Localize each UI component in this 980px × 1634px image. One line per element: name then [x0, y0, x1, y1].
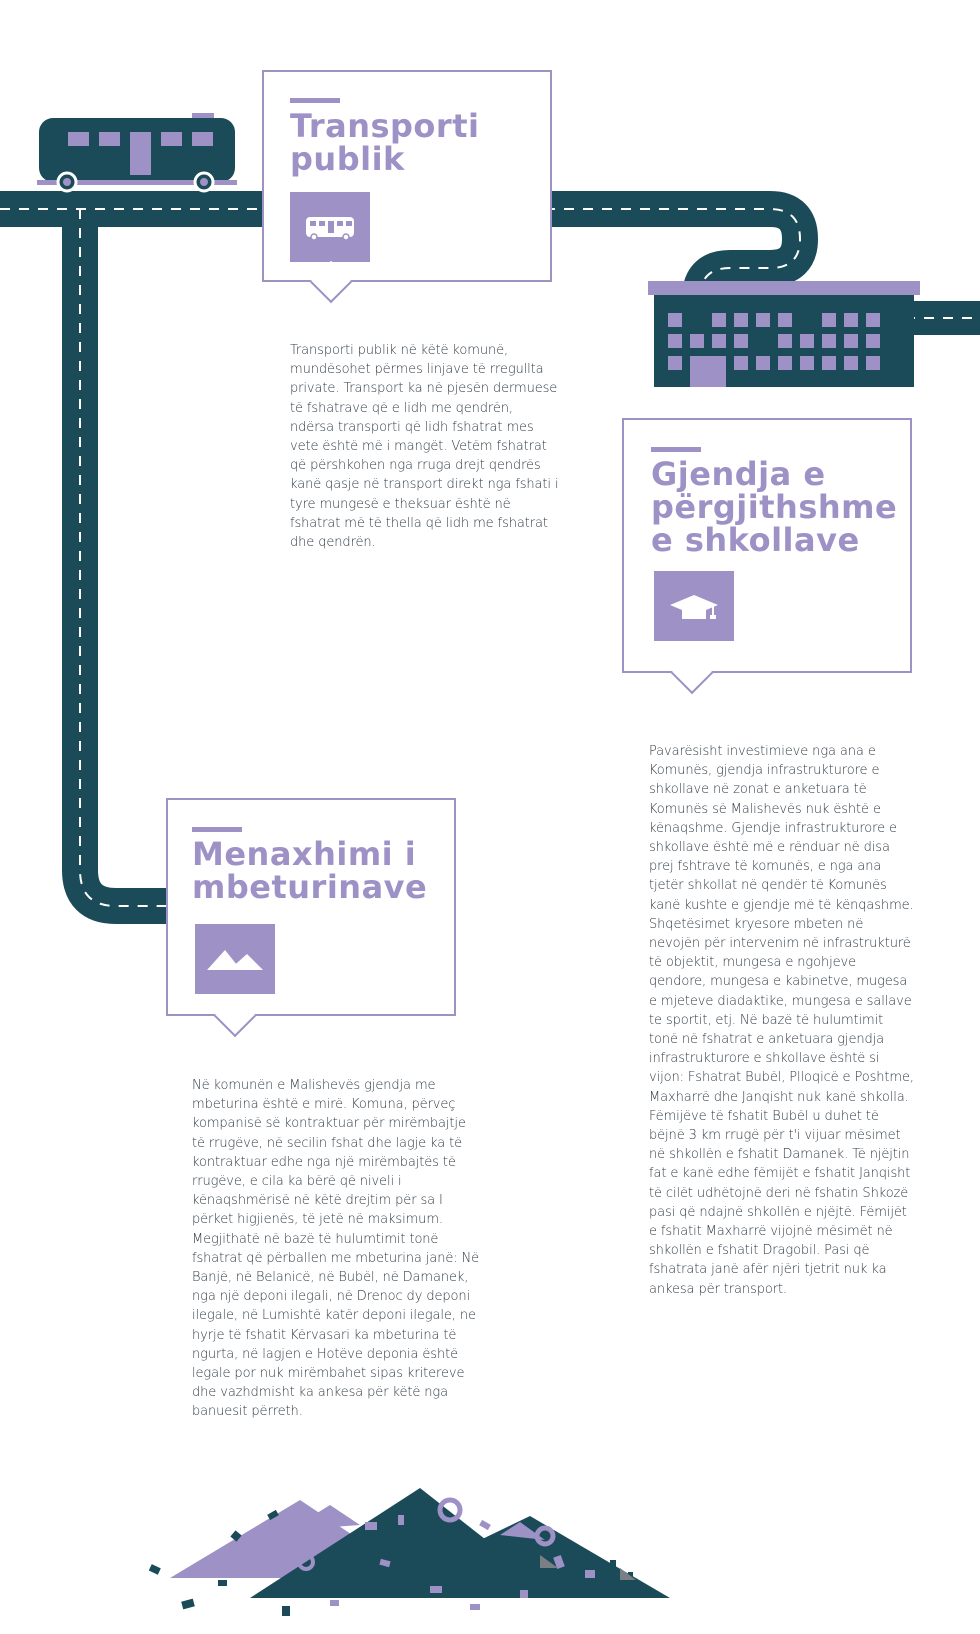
mountain-icon [195, 924, 275, 994]
schools-title: Gjendja e përgjithshme e shkollave [651, 455, 898, 559]
bus-icon [290, 192, 370, 262]
transport-card [262, 70, 552, 282]
waste-card [166, 798, 456, 1016]
transport-text: Transporti publik në këtë komunë, mundësohet përmes linjave të rregullta private. Transport ka në pjesën dermuese të fshatrave që e lidh me qendrën, ndërsa transporti që lidh fshatrat mes vete është më i mangët. Vetëm fshatrat që përshkohen nga rruga drejt qendrës kanë qasje në transport direkt nga fshati i tyre mungesë e theksuar është në fshatrat më të thella që lidh me fshatrat dhe qendrën. [290, 343, 559, 551]
school-building-illustration [648, 281, 920, 387]
title-accent-bar [651, 447, 701, 452]
bus-illustration [37, 113, 237, 191]
title-accent-bar [192, 827, 242, 832]
schools-text: Pavarësisht investimieve nga ana e Komunës, gjendja infrastrukturore e shkollave në zonat e anketuara të Komunës së Malishevës nuk është e kënaqshme. Gjendje infrastrukturore e shkollave është më e rënduar në disa prej fshtrave të komunës, e nga ana tjetër shkollat në qendër të Komunës kanë kushte e gjendje më të kënqashme. Shqetësimet kryesore mbeten në nevojën për intervenim në infrastrukturë të objektit, mungesa e ngohjeve qendore, mungesa e kabinetve, mugesa e mjeteve diadaktike, mungesa e sallave te sportit, etj. Në bazë të hulumtimit tonë në fshatrat e anketuara gjendja infrastrukturore e shkollave është si vijon: Fshatrat Bubël, Plloqicë e Poshtme, Maxharrë dhe Janqisht nuk kanë shkolla. Fëmijëve të fshatit Bubël u duhet të bëjnë 3 km rrugë për t'i vijuar mësimet në shkollën e fshatit Damanek. Të njëjtin fat e kanë edhe fëmijët e fshatit Janqisht të cilët udhëtojnë deri në fshatin Shkozë pasi që ndajnë shkollën e njëjtë. Fëmijët e fshatit Maxharrë vijojnë mësimët në shkollën e fshatit Dragobil. Pasi që fshatrata janë afër njëri tjetrit nuk ka ankesa për transport. [649, 744, 914, 1297]
title-accent-bar [290, 98, 340, 103]
graduation-cap-icon [654, 571, 734, 641]
garbage-pile-illustration [149, 1488, 670, 1616]
waste-title: Menaxhimi i mbeturinave [192, 835, 428, 906]
schools-card [622, 418, 912, 673]
waste-text: Në komunën e Malishevës gjendja me mbeturina është e mirë. Komuna, përveç kompanisë së kontraktuar për mirëmbajtje të rrugëve, në secilin fshat dhe lagje ka të kontraktuar edhe nga një mirëmbajtës të rrugëve, e cila ka bërë që niveli i kënaqshmërisë në këtë drejtim për sa I përket higjienës, të jetë në maksimum. Megjithatë në bazë të hulumtimit tonë fshatrat që përballen me mbeturina janë: Në Banjë, në Belanicë, në Bubël, në Damanek, nga një deponi ilegali, në Drenoc dy deponi ilegale, në Lumishtë katër deponi ilegale, ne hyrje të fshatit Kërvasari ka mbeturina të ngurta, në lagjen e Hotëve deponia është legale por nuk mirëmbahet sipas kritereve dhe vazhdmisht ka ankesa për këtë nga banuesit përreth. [192, 1078, 480, 1420]
transport-title: Transporti publik [290, 107, 480, 178]
